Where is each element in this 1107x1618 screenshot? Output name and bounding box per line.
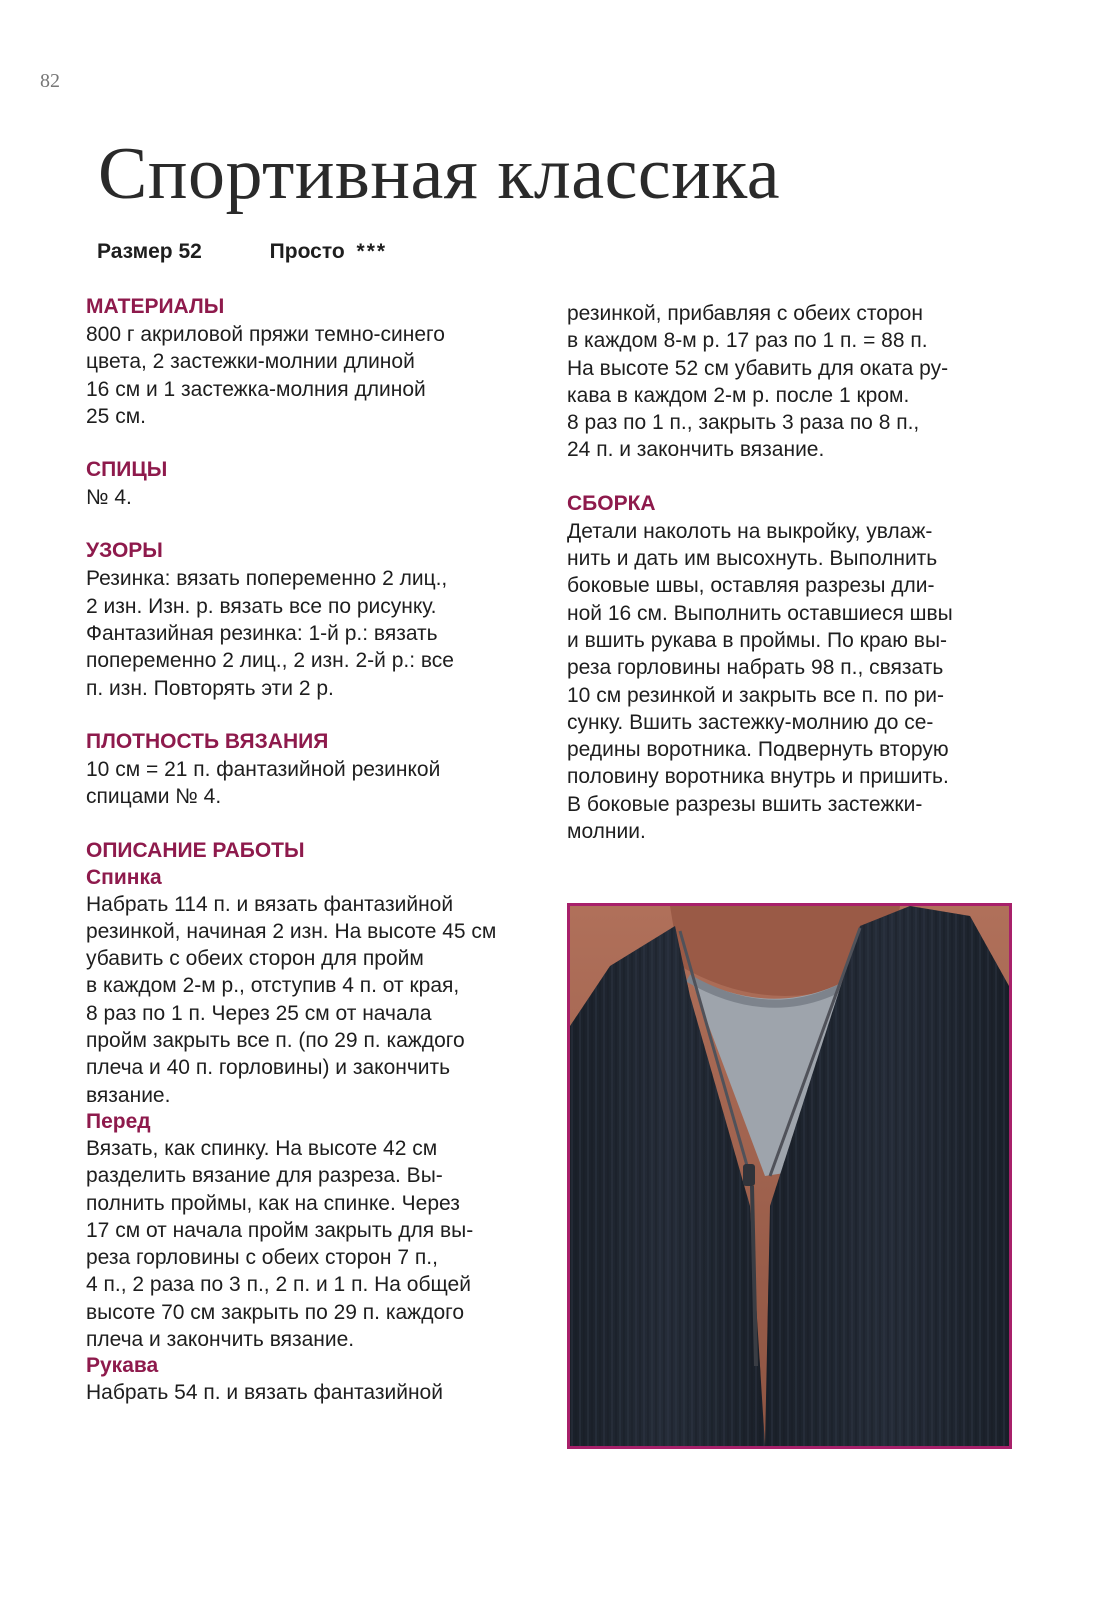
needles-heading: СПИЦЫ: [86, 458, 168, 482]
description-section: [86, 837, 556, 1407]
sweater-photo: [567, 903, 1012, 1449]
materials-text: 800 г акриловой пряжи темно-синего цвета, 2 застежки-молнии длиной 16 см и 1 застежка-молния длиной 25 см.: [86, 323, 445, 428]
difficulty-label: Просто: [269, 240, 345, 263]
assembly-heading: СБОРКА: [567, 491, 656, 515]
meta-line: [97, 240, 387, 264]
needles-text: № 4.: [86, 486, 132, 510]
page-title: Спортивная классика: [98, 133, 781, 215]
assembly-section: [567, 490, 1027, 846]
back-subheading: Спинка: [86, 865, 162, 889]
front-text: Вязать, как спинку. На высоте 42 см разделить вязание для разреза. Вы- полнить проймы, как на спинке. Через 17 см от начала пройм закрыть для вы- реза горловины с обеих сторон 7 п., 4 п., 2 раза по 3 п., 2 п. и 1 п. На общей высоте 70 см закрыть по 29 п. каждого плеча и закончить вязание.: [86, 1136, 474, 1352]
difficulty-stars: ***: [356, 240, 388, 263]
right-column: [567, 300, 1027, 845]
size-label: Размер 52: [97, 240, 202, 263]
sleeves-continued: [567, 300, 1027, 464]
sleeves-subheading: Рукава: [86, 1354, 159, 1378]
sweater-illustration: [570, 906, 1009, 1446]
materials-heading: МАТЕРИАЛЫ: [86, 295, 225, 318]
sleeves-text-start: Набрать 54 п. и вязать фантазийной: [86, 1381, 443, 1405]
materials-section: [86, 293, 556, 430]
patterns-text: Резинка: вязать попеременно 2 лиц., 2 изн. Изн. р. вязать все по рисунку. Фантазийная резинка: 1-й р.: вязать попеременно 2 лиц., 2 изн. 2-й р.: все п. изн. Повторять эти 2 р.: [86, 567, 454, 700]
patterns-heading: УЗОРЫ: [86, 539, 163, 563]
description-heading: ОПИСАНИЕ РАБОТЫ: [86, 838, 305, 862]
assembly-text: Детали наколоть на выкройку, увлаж- нить и дать им высохнуть. Выполнить боковые швы, оставляя разрезы дли- ной 16 см. Выполнить оставшиеся швы и вшить рукава в проймы. По краю вы- реза горловины набрать 98 п., связать 10 см резинкой и закрыть все п. по ри- сунку. Вшить застежку-молнию до се- редины воротника. Подвернуть вторую половину воротника внутрь и пришить. В боковые разрезы вшить застежки- молнии.: [567, 519, 953, 844]
zipper-pull: [743, 1164, 755, 1186]
page-number: 82: [40, 70, 60, 92]
density-section: [86, 728, 556, 811]
needles-section: [86, 456, 556, 511]
back-text: Набрать 114 п. и вязать фантазийной резинкой, начиная 2 изн. На высоте 45 см убавить с обеих сторон для пройм в каждом 2-м р., отступив 4 п. от края, 8 раз по 1 п. Через 25 см от начала пройм закрыть все п. (по 29 п. каждого плеча и 40 п. горловины) и закончить вязание.: [86, 892, 497, 1107]
density-heading: ПЛОТНОСТЬ ВЯЗАНИЯ: [86, 729, 329, 753]
left-column: [86, 293, 556, 1407]
density-text: 10 см = 21 п. фантазийной резинкой спицами № 4.: [86, 757, 441, 809]
sleeves-text-continued: резинкой, прибавляя с обеих сторон в каждом 8-м р. 17 раз по 1 п. = 88 п. На высоте 52 см убавить для оката ру- кава в каждом 2-м р. после 1 кром. 8 раз по 1 п., закрыть 3 раза по 8 п., 24 п. и закончить вязание.: [567, 302, 949, 462]
patterns-section: [86, 537, 556, 701]
front-subheading: Перед: [86, 1109, 151, 1133]
